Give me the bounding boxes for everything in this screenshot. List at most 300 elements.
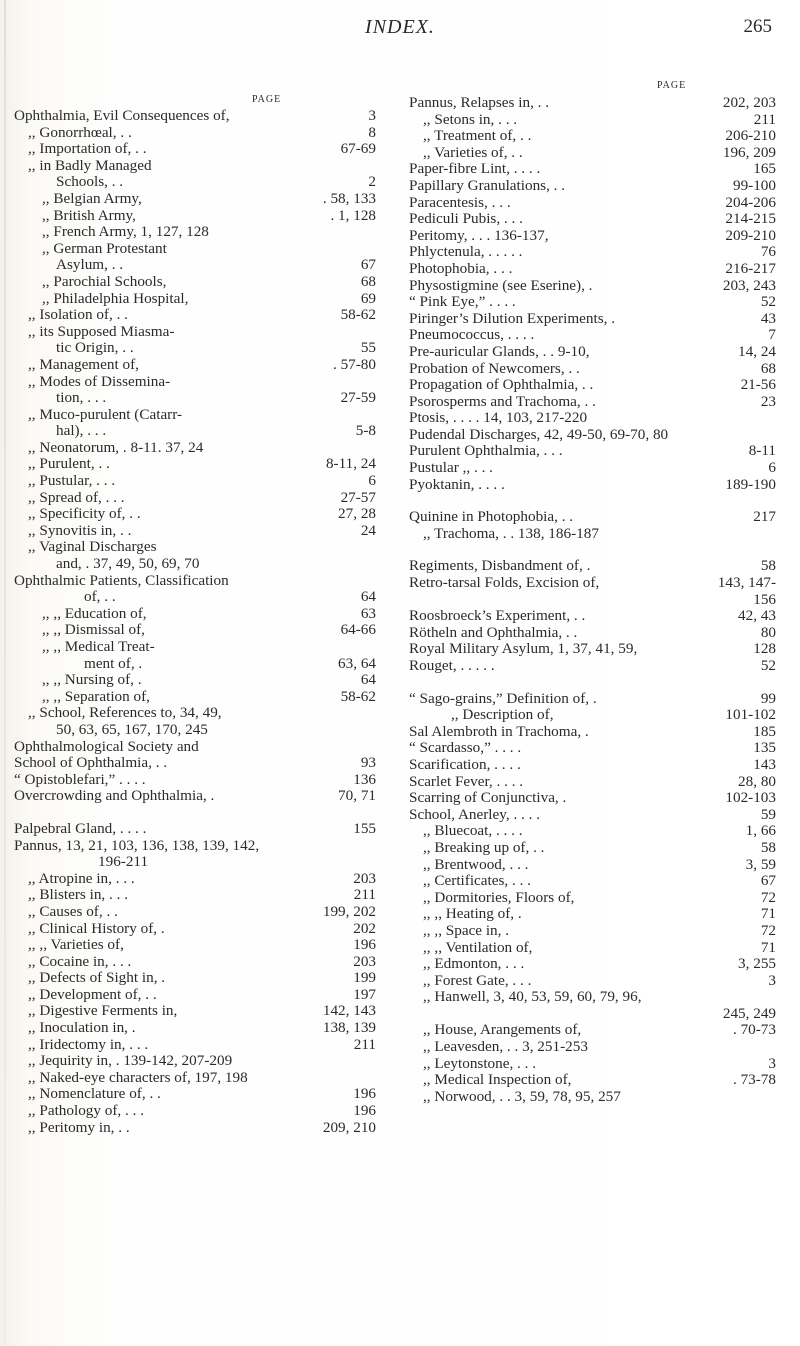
index-entry [14,739,376,756]
page-title: INDEX. [365,16,435,38]
index-entry-text: ,, Defects of Sight in, . [28,969,166,987]
index-entry [14,490,376,507]
index-entry-text: ,, Forest Gate, . . . [423,971,532,989]
index-entry-text: ,, ,, Education of, [42,604,147,622]
index-entry [14,921,376,938]
index-entry [14,440,376,457]
index-entry-text: Scarring of Conjunctiva, . [409,789,567,807]
index-entry-pages: 1, 66 [745,822,776,840]
index-entry-text: ,, Atropine in, . . . [28,869,135,887]
index-entry-pages: 217 [753,508,776,526]
index-entry [14,821,376,838]
index-entry [409,1039,776,1056]
index-entry [409,774,776,791]
index-entry-pages: 135 [753,739,776,757]
index-entry-pages: 58-62 [340,687,376,705]
index-entry-text: ,, Medical Inspection of, [423,1071,572,1089]
index-entry [409,989,776,1006]
index-entry-text: Scarification, . . . . [409,755,521,773]
index-entry [409,890,776,907]
index-entry-text: ,, Muco-purulent (Catarr- [28,405,183,423]
index-entry-pages: 202 [353,919,376,937]
index-entry [14,788,376,805]
index-entry-text: Photophobia, . . . [409,259,513,277]
index-entry-text: “ Opistoblefari,” . . . . [14,770,146,788]
index-entry-text: ,, Importation of, . . [28,140,147,158]
index-entry-text: Probation of Newcomers, . . [409,359,580,377]
index-entry [409,807,776,824]
index-entry [14,208,376,225]
index-entry [409,95,776,112]
index-entry-text: Rötheln and Ophthalmia, . . [409,623,578,641]
index-entry-text: Piringer’s Dilution Experiments, . [409,309,615,327]
index-entry [409,625,776,642]
index-entry-text: School, Anerley, . . . . [409,805,541,823]
index-entry-pages: 63 [360,604,376,622]
index-entry [14,108,376,125]
index-entry-text: Pneumococcus, . . . . [409,326,535,344]
index-entry-pages: 128 [753,640,776,658]
index-entry-pages: 196 [353,936,376,954]
index-entry-pages: 101-102 [725,706,776,724]
index-entry-text: Pediculi Pubis, . . . [409,210,523,228]
index-entry-pages: 202, 203 [722,94,776,111]
index-entry-text: ,, Pathology of, . . . [28,1102,145,1120]
index-entry-text: ,, Peritomy in, . . [28,1118,130,1136]
index-entry [409,1089,776,1106]
index-entry-pages: 6 [768,459,776,477]
index-entry [14,606,376,623]
index-entry-pages: 8-11, 24 [325,455,376,473]
index-entry-text: Overcrowding and Ophthalmia, . [14,787,215,805]
index-entry-text: 50, 63, 65, 167, 170, 245 [56,720,208,738]
index-entry [409,641,776,658]
index-entry-pages: 27, 28 [338,505,376,523]
index-entry [409,509,776,526]
index-entry-text: ,, German Protestant [42,239,167,257]
index-entry [14,987,376,1004]
index-entry-pages: 203 [353,869,376,887]
index-entry-pages: 185 [753,722,776,740]
index-entry [409,278,776,295]
index-entry-text: Pre-auricular Glands, . . 9-10, [409,342,590,360]
index-entry-text: Asylum, . . [56,256,124,274]
index-entry-text: ,, Causes of, . . [28,902,118,920]
index-entry-pages: 196, 209 [722,143,776,161]
section-gap [14,805,376,821]
index-entry [409,592,776,609]
index-entry-pages: 214-215 [725,210,776,228]
index-entry [14,1020,376,1037]
index-entry-text: ,, Purulent, . . [28,455,110,473]
index-entry [409,128,776,145]
index-entry-text: Regiments, Disbandment of, . [409,557,591,575]
index-entry [409,361,776,378]
index-entry-text: Peritomy, . . . 136-137, [409,226,549,244]
index-entry-text: hal), . . . [56,422,107,440]
index-entry [409,294,776,311]
index-entry-pages: 58 [760,838,776,856]
index-entry-pages: 203, 243 [722,276,776,294]
index-entry-text: Papillary Granulations, . . [409,176,566,194]
index-entry-text: ,, Development of, . . [28,985,157,1003]
index-entry [14,556,376,573]
index-entry-text: ,, Dormitories, Floors of, [423,888,575,906]
index-entry-text: ,, British Army, [42,206,136,224]
index-entry-pages: 206-210 [725,127,776,145]
index-entry-pages: 64 [360,671,376,689]
index-entry-text: ,, Digestive Ferments in, [28,1002,178,1020]
index-entry-text: Physostigmine (see Eserine), . [409,276,593,294]
index-entry-pages: 203 [353,952,376,970]
index-entry-text: ,, Parochial Schools, [42,272,167,290]
index-entry [14,357,376,374]
index-entry-pages: 64 [360,588,376,606]
index-entry [14,506,376,523]
index-entry-pages: 199, 202 [322,902,376,920]
index-entry-pages: . 70-73 [732,1021,776,1039]
index-entry-text: ,, Spread of, . . . [28,488,125,506]
index-entry [14,539,376,556]
index-entry [14,854,376,871]
index-entry [14,191,376,208]
index-entry-text: ,, Isolation of, . . [28,306,128,324]
index-entry-text: Schools, . . [56,173,124,191]
index-entry [14,291,376,308]
index-entry-text: ,, ,, Heating of, . [423,905,522,923]
index-entry [409,261,776,278]
index-entry-text: ,, Setons in, . . . [423,110,518,128]
index-entry-pages: 71 [760,938,776,956]
index-entry-text: ,, Norwood, . . 3, 59, 78, 95, 257 [423,1087,621,1105]
index-entry-pages: 80 [760,623,776,641]
index-entry-text: ,, ,, Nursing of, . [42,671,142,689]
index-entry [14,390,376,407]
index-entry [14,324,376,341]
index-entry [409,311,776,328]
index-entry-text: Sal Alembroth in Trachoma, . [409,722,589,740]
index-entry-text: ,, Naked-eye characters of, 197, 198 [28,1068,248,1086]
page-number: 265 [743,16,772,37]
index-entry-text: of, . . [84,588,116,606]
index-entry [409,1056,776,1073]
index-entry [409,443,776,460]
index-entry-text: ,, Pustular, . . . [28,472,116,490]
index-entry-text: ,, Hanwell, 3, 40, 53, 59, 60, 79, 96, [423,988,642,1006]
index-entry-pages: 155 [353,819,376,837]
index-entry-text: Ophthalmic Patients, Classification [14,571,229,589]
index-entry-pages: 55 [360,339,376,357]
index-entry [14,639,376,656]
index-entry-pages: 70, 71 [338,787,376,805]
index-entry [409,973,776,990]
index-entry-pages: 58 [760,557,776,575]
index-entry-pages: 3, 255 [738,955,776,973]
index-entry-text: Ophthalmological Society and [14,737,199,755]
index-entry-pages: 27-59 [340,389,376,407]
index-entry-text: Roosbroeck’s Experiment, . . [409,607,586,625]
index-entry [14,1086,376,1103]
index-entry [409,757,776,774]
index-entry-text: ,, Brentwood, . . . [423,855,529,873]
index-entry-text: ,, ,, Varieties of, [28,936,124,954]
index-entry-text: Pannus, Relapses in, . . [409,94,550,111]
index-entry-pages: 143, 147- [717,574,776,592]
index-entry-text: tic Origin, . . [56,339,134,357]
index-entry [14,374,376,391]
index-entry-text: Phlyctenula, . . . . . [409,243,523,261]
index-entry [409,740,776,757]
index-entry-text: Scarlet Fever, . . . . [409,772,524,790]
index-entry [14,772,376,789]
index-entry [409,327,776,344]
index-entry [14,970,376,987]
index-entry-text: ,, Certificates, . . . [423,872,531,890]
index-entry-pages: 21-56 [740,376,776,394]
index-entry-text: ,, Edmonton, . . . [423,955,525,973]
section-gap [409,542,776,558]
index-entry-pages: 67-69 [340,140,376,158]
index-entry [409,558,776,575]
index-entry-pages: 52 [760,293,776,311]
index-entry [14,1070,376,1087]
index-entry-text: ,, Inoculation in, . [28,1019,136,1037]
index-entry-text: ,, in Badly Managed [28,156,152,174]
index-entry-pages: 136 [353,770,376,788]
index-entry-pages: 42, 43 [738,607,776,625]
index-entry-pages: . 58, 133 [322,189,376,207]
index-entry-text: Retro-tarsal Folds, Excision of, [409,574,600,592]
index-entry [409,211,776,228]
index-entry [409,178,776,195]
index-entry-pages: 76 [760,243,776,261]
index-entry-text: Propagation of Ophthalmia, . . [409,376,594,394]
index-entry-text: ,, Clinical History of, . [28,919,165,937]
index-entry [409,608,776,625]
index-entry-text: ,, Varieties of, . . [423,143,523,161]
index-entry-text: “ Sago-grains,” Definition of, . [409,689,597,707]
index-entry-text: Psorosperms and Trachoma, . . [409,392,596,410]
index-entry-text: ,, Cocaine in, . . . [28,952,132,970]
index-entry-text: ,, Belgian Army, [42,189,142,207]
index-entry [14,573,376,590]
index-entry-pages: 58-62 [340,306,376,324]
index-entry [14,523,376,540]
index-entry-text: 196-211 [98,853,149,871]
index-entry [409,410,776,427]
index-entry [409,344,776,361]
index-entry [14,456,376,473]
index-entry [14,1053,376,1070]
index-entry-text: Palpebral Gland, . . . . [14,819,147,837]
index-entry-text: Purulent Ophthalmia, . . . [409,442,563,460]
index-entry-text: ,, Blisters in, . . . [28,886,128,904]
index-entry [14,838,376,855]
index-entry-pages: 14, 24 [738,342,776,360]
index-entry [14,307,376,324]
index-entry [14,954,376,971]
index-entry-text: “ Scardasso,” . . . . [409,739,522,757]
index-entry [409,244,776,261]
index-entry [409,873,776,890]
index-entry [14,1120,376,1137]
index-entry-pages: 8-11 [748,442,776,460]
index-entry [14,755,376,772]
index-entry-text: ,, Trachoma, . . 138, 186-187 [423,524,599,542]
index-entry-pages: 196 [353,1102,376,1120]
index-entry [409,477,776,494]
index-entry-text: ,, Leytonstone, . . . [423,1054,537,1072]
index-entry [14,1003,376,1020]
index-entry-text: ,, Treatment of, . . [423,127,532,145]
index-entry-pages: 2 [368,173,376,191]
index-entry-text: Quinine in Photophobia, . . [409,508,574,526]
index-entry [409,526,776,543]
index-entry-pages: 24 [360,521,376,539]
index-entry-pages: 204-206 [725,193,776,211]
index-entry-pages: . 1, 128 [330,206,376,224]
index-entry [14,407,376,424]
index-entry-pages: 27-57 [340,488,376,506]
index-entry [14,871,376,888]
index-entry-pages: 67 [360,256,376,274]
section-gap [409,675,776,691]
index-entry-pages: 209-210 [725,226,776,244]
index-entry-pages: 211 [353,886,376,904]
index-entry-pages: 93 [360,754,376,772]
index-entry-text: ,, Synovitis in, . . [28,521,132,539]
index-entry [14,622,376,639]
index-entry-text: ,, House, Arangements of, [423,1021,582,1039]
index-entry-text: ,, Specificity of, . . [28,505,141,523]
index-entry [409,923,776,940]
index-entry-text: ,, Description of, [451,706,554,724]
index-entry-text: Paper-fibre Lint, . . . . [409,160,541,178]
index-entry-text: Pustular ,, . . . [409,459,493,477]
index-entry-text: ,, Leavesden, . . 3, 251-253 [423,1038,588,1056]
index-entry-pages: 69 [360,289,376,307]
index-entry [14,141,376,158]
index-entry-text: ,, its Supposed Miasma- [28,322,175,340]
index-entry-text: ,, Philadelphia Hospital, [42,289,189,307]
index-entry [14,887,376,904]
index-entry-pages: 142, 143 [322,1002,376,1020]
index-entry [409,707,776,724]
index-entry-text: ment of, . [84,654,143,672]
index-right-column [409,95,776,1105]
index-entry [409,1006,776,1023]
index-entry-text: ,, French Army, 1, 127, 128 [42,223,209,241]
index-entry-text: ,, Vaginal Discharges [28,538,157,556]
index-entry-text: Rouget, . . . . . [409,657,495,674]
index-entry-pages: 138, 139 [322,1019,376,1037]
index-entry [409,145,776,162]
index-entry-pages: 196 [353,1085,376,1103]
index-entry-pages: 216-217 [725,259,776,277]
index-entry [14,1103,376,1120]
index-entry [14,689,376,706]
index-entry [409,377,776,394]
index-entry-text: Ophthalmia, Evil Consequences of, [14,107,230,124]
index-entry [14,937,376,954]
page-edge-shadow [4,0,6,1346]
index-entry-pages: 71 [760,905,776,923]
index-entry [14,473,376,490]
index-entry-pages: . 73-78 [732,1071,776,1089]
right-column-page-heading: PAGE [657,80,687,91]
index-entry-text: Ptosis, . . . . 14, 103, 217-220 [409,409,588,427]
index-entry [409,724,776,741]
index-entry [409,195,776,212]
index-entry-pages: 199 [353,969,376,987]
index-entry [14,257,376,274]
index-entry [409,575,776,592]
index-entry-pages: 143 [753,755,776,773]
index-entry-pages: 165 [753,160,776,178]
index-entry-pages: 197 [353,985,376,1003]
index-entry-text: Paracentesis, . . . [409,193,511,211]
index-entry-pages: 72 [760,921,776,939]
index-entry-pages: 5-8 [355,422,376,440]
index-entry-pages: 102-103 [725,789,776,807]
index-entry-pages: 3 [768,971,776,989]
index-entry [14,241,376,258]
index-entry [14,722,376,739]
index-entry-text: ,, Bluecoat, . . . . [423,822,523,840]
index-entry-text: ,, Management of, [28,355,139,373]
index-entry-text: and, . 37, 49, 50, 69, 70 [56,555,200,573]
index-entry-pages: 3 [368,107,376,124]
index-entry [14,904,376,921]
index-entry-text: ,, ,, Ventilation of, [423,938,533,956]
index-entry-text: “ Pink Eye,” . . . . [409,293,516,311]
index-entry-text: Royal Military Asylum, 1, 37, 41, 59, [409,640,638,658]
index-entry-pages: 63, 64 [338,654,376,672]
index-entry [14,672,376,689]
index-entry [409,1022,776,1039]
index-entry-pages: 68 [760,359,776,377]
index-entry [409,394,776,411]
index-entry [409,427,776,444]
index-entry-text: ,, Jequirity in, . 139-142, 207-209 [28,1052,233,1070]
index-entry-pages: 7 [768,326,776,344]
index-entry-pages: 72 [760,888,776,906]
index-entry-pages: 189-190 [725,475,776,493]
index-left-column [14,108,376,1136]
index-entry [409,940,776,957]
index-entry-text: ,, Nomenclature of, . . [28,1085,161,1103]
index-entry-pages: 52 [760,657,776,674]
index-entry [409,460,776,477]
index-entry-pages: 28, 80 [738,772,776,790]
index-entry-text: ,, Neonatorum, . 8-11. 37, 24 [28,438,204,456]
section-gap [409,493,776,509]
index-entry [14,423,376,440]
index-entry-text: tion, . . . [56,389,107,407]
index-entry-text: ,, ,, Dismissal of, [42,621,145,639]
index-entry [409,658,776,675]
index-entry-pages: 211 [753,110,776,128]
index-entry-pages: 64-66 [340,621,376,639]
index-entry [409,857,776,874]
index-entry [409,112,776,129]
index-entry [14,174,376,191]
index-entry-pages: 6 [368,472,376,490]
index-entry [14,224,376,241]
index-entry-text: Pudendal Discharges, 42, 49-50, 69-70, 80 [409,425,669,443]
index-entry-text: Pannus, 13, 21, 103, 136, 138, 139, 142, [14,836,260,854]
index-entry [14,340,376,357]
